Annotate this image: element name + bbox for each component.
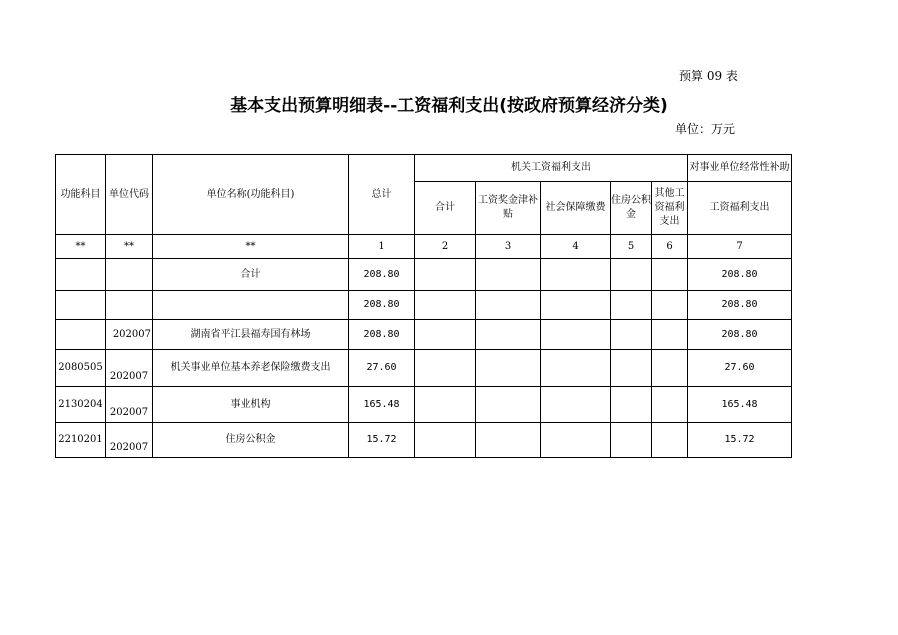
index-cell: ** [56,235,106,259]
subsidy-wage-cell: 15.72 [688,423,792,458]
index-row [56,235,792,259]
unit-code-cell: 202007 [106,350,153,387]
unit-code-cell: 202007 [106,423,153,458]
unit-name-cell [153,291,349,320]
table-row [56,350,792,387]
total-cell: 208.80 [349,291,415,320]
total-cell: 165.48 [349,387,415,423]
unit-name-cell: 事业机构 [153,387,349,423]
header-other-welfare: 其他工资福利支出 [652,182,688,235]
func-code-cell: 2210201 [56,423,106,458]
total-cell: 27.60 [349,350,415,387]
total-cell: 208.80 [349,259,415,291]
header-agency-sum: 合计 [415,182,476,235]
header-group-agency: 机关工资福利支出 [415,155,688,182]
budget-table [55,154,792,458]
header-unit-code: 单位代码 [106,155,153,235]
table-row [56,387,792,423]
subsidy-wage-cell: 165.48 [688,387,792,423]
header-total: 总计 [349,155,415,235]
index-cell: 4 [541,235,611,259]
subsidy-wage-cell: 27.60 [688,350,792,387]
unit-code-cell: 202007 [106,387,153,423]
unit-name-cell: 合计 [153,259,349,291]
header-group-subsidy: 对事业单位经常性补助 [688,155,792,182]
unit-name-cell: 机关事业单位基本养老保险缴费支出 [153,350,349,387]
table-row [56,423,792,458]
index-cell: ** [153,235,349,259]
func-code-cell: 2080505 [56,350,106,387]
table-row [56,259,792,291]
header-subsidy-wage: 工资福利支出 [688,182,792,235]
form-number: 预算 09 表 [679,69,738,83]
index-cell: 7 [688,235,792,259]
index-cell: 1 [349,235,415,259]
table-row [56,291,792,320]
func-code-cell: 2130204 [56,387,106,423]
page-title: 基本支出预算明细表--工资福利支出(按政府预算经济分类) [230,96,668,116]
unit-name-cell: 湖南省平江县福寿国有林场 [153,320,349,350]
unit-name-cell: 住房公积金 [153,423,349,458]
unit-code-cell [106,259,153,291]
header-social-security: 社会保障缴费 [541,182,611,235]
unit-label: 单位：万元 [675,122,736,136]
total-cell: 15.72 [349,423,415,458]
subsidy-wage-cell: 208.80 [688,320,792,350]
unit-code-cell: 202007 [106,320,153,350]
index-cell: ** [106,235,153,259]
header-unit-name: 单位名称(功能科目) [153,155,349,235]
func-code-cell [56,291,106,320]
index-cell: 2 [415,235,476,259]
subsidy-wage-cell: 208.80 [688,259,792,291]
index-cell: 5 [611,235,652,259]
header-housing-fund: 住房公积金 [611,182,652,235]
index-cell: 3 [476,235,541,259]
func-code-cell [56,320,106,350]
subsidy-wage-cell: 208.80 [688,291,792,320]
index-cell: 6 [652,235,688,259]
table-row [56,320,792,350]
header-func-code: 功能科目 [56,155,106,235]
total-cell: 208.80 [349,320,415,350]
func-code-cell [56,259,106,291]
unit-code-cell [106,291,153,320]
header-wage-bonus: 工资奖金津补贴 [476,182,541,235]
